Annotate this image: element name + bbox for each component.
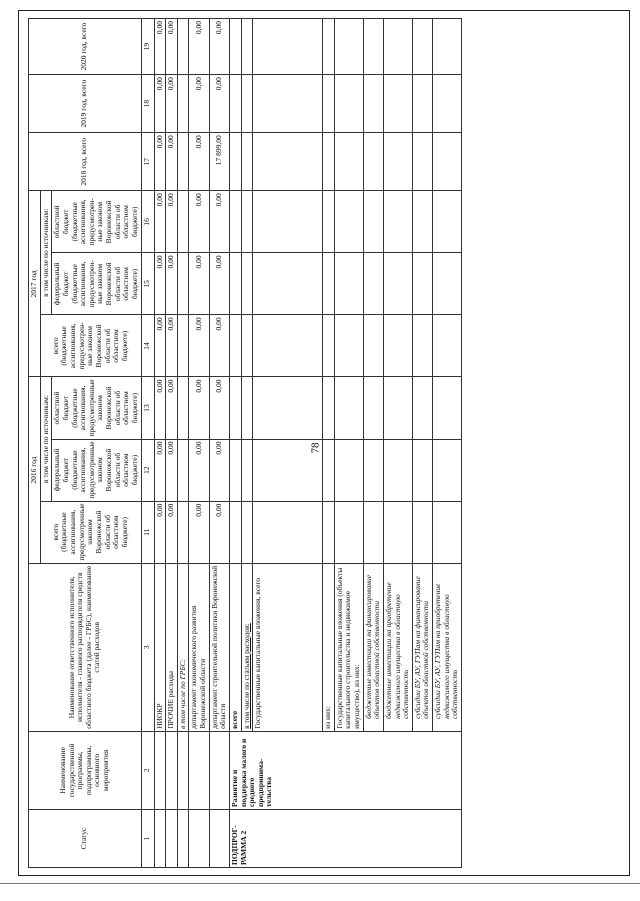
header-2017-regional: областной бюджет (бюджетные ассигнования, предусмотрен-ные законом Воронежской области об областном бюджете) — [52, 191, 141, 253]
value-cell: 0,00 — [189, 133, 209, 191]
value-cell: 0,00 — [166, 19, 178, 75]
value-cell: 0,00 — [154, 377, 166, 439]
row-label: из них: — [323, 563, 335, 731]
row-label: субсидии БУ, АУ, ГУПам на приобретение недвижимого имущества в областную собственность — [433, 563, 462, 731]
value-cell: 0,00 — [166, 253, 178, 315]
header-2016-federal: федеральный бюджет (бюджетные ассигнования, предусмотренные законом Воронежской области об областном бюджете) — [52, 439, 141, 501]
header-status: Статус — [29, 809, 142, 867]
row-label: бюджетные инвестиции на приобретение недвижимого имущества в областную собственность — [383, 563, 412, 731]
value-cell: 0,00 — [189, 19, 209, 75]
value-cell: 0,00 — [189, 315, 209, 377]
col-number: 16 — [141, 191, 154, 253]
value-cell: 0,00 — [189, 75, 209, 133]
row-label: всего — [229, 563, 241, 731]
col-number: 17 — [141, 133, 154, 191]
subprogram-status: ПОДПРОГ-РАММА 2 — [229, 809, 461, 867]
value-cell: 0,00 — [209, 75, 229, 133]
value-cell: 0,00 — [166, 315, 178, 377]
col-number: 19 — [141, 19, 154, 75]
header-2017-federal: федеральный бюджет (бюджетные ассигнования, предусмотрен-ные законом Воронежской области об областном бюджете) — [52, 253, 141, 315]
row-label: бюджетные инвестиции на финансирование объектов областной собственности — [363, 563, 383, 731]
budget-table — [28, 18, 462, 868]
header-executor: Наименование ответственного исполнителя, исполнителя - главного распорядителя средств областного бюджета (далее - ГРБС), наименование статей расходов — [29, 563, 142, 731]
table-row-grbs-heading — [177, 19, 189, 868]
value-cell: 0,00 — [209, 501, 229, 563]
row-label: в том числе по статьям расходов: — [241, 563, 253, 731]
value-cell: 0,00 — [154, 501, 166, 563]
value-cell: 0,00 — [154, 439, 166, 501]
row-label: субсидии БУ, АУ, ГУПам на финансирование объектов областной собственности — [412, 563, 432, 731]
table-row-niokr — [154, 19, 166, 868]
col-number: 3 — [141, 563, 154, 731]
value-cell: 0,00 — [166, 133, 178, 191]
header-2016-sources: в том числе по источникам: — [40, 377, 52, 501]
col-number: 18 — [141, 75, 154, 133]
row-label: департамент строительной политики Воронежской области — [209, 563, 229, 731]
value-cell: 0,00 — [189, 377, 209, 439]
col-number: 12 — [141, 439, 154, 501]
value-cell: 0,00 — [189, 191, 209, 253]
value-cell: 0,00 — [209, 253, 229, 315]
scan-edge-line — [0, 883, 640, 884]
header-2019: 2019 год, всего — [29, 75, 142, 133]
header-2017: 2017 год — [29, 191, 41, 377]
row-label: департамент экономического развития Воронежской области — [189, 563, 209, 731]
value-cell: 0,00 — [209, 377, 229, 439]
value-cell: 0,00 — [154, 75, 166, 133]
value-cell: 17 899,00 — [209, 133, 229, 191]
col-number: 2 — [141, 731, 154, 809]
column-numbers-row — [141, 19, 154, 868]
col-number: 15 — [141, 253, 154, 315]
value-cell: 0,00 — [154, 253, 166, 315]
row-label: Государственные капитальные вложения (объекты капитального строительства и недвижимое имущество), из них: — [334, 563, 363, 731]
header-2016: 2016 год — [29, 377, 41, 563]
value-cell: 0,00 — [166, 377, 178, 439]
table-row-dept-construction — [209, 19, 229, 868]
row-label: в том числе по ГРБС: — [177, 563, 189, 731]
value-cell: 0,00 — [166, 439, 178, 501]
value-cell: 0,00 — [154, 133, 166, 191]
table-row-dept-economic — [189, 19, 209, 868]
page-number: 78 — [309, 442, 322, 454]
header-2016-regional: областной бюджет (бюджетные ассигнования, предусмотренные законом Воронежской области об областном бюджете) — [52, 377, 141, 439]
header-2017-total: всего (бюджетные ассигнования, предусмотрен-ные законом Воронежской области об областном бюджете) — [40, 315, 141, 377]
value-cell: 0,00 — [154, 191, 166, 253]
table-row-other — [166, 19, 178, 868]
budget-table-rotated — [28, 18, 628, 868]
row-label: ПРОЧИЕ расходы — [166, 563, 178, 731]
row-label: НИОКР — [154, 563, 166, 731]
value-cell: 0,00 — [209, 439, 229, 501]
value-cell: 0,00 — [166, 501, 178, 563]
col-number: 11 — [141, 501, 154, 563]
col-number: 13 — [141, 377, 154, 439]
col-number: 1 — [141, 809, 154, 867]
header-2016-total: всего (бюджетные ассигнования, предусмотренные законом Воронежской области об областном бюджете) — [40, 501, 141, 563]
header-program: Наименование государственной программы, подпрограммы, основного мероприятия — [29, 731, 142, 809]
header-2018: 2018 год, всего — [29, 133, 142, 191]
value-cell: 0,00 — [189, 501, 209, 563]
table-row-subprogram-total — [229, 19, 241, 868]
value-cell: 0,00 — [189, 253, 209, 315]
header-2020: 2020 год, всего — [29, 19, 142, 75]
value-cell: 0,00 — [209, 315, 229, 377]
value-cell: 0,00 — [154, 19, 166, 75]
value-cell: 0,00 — [166, 75, 178, 133]
value-cell: 0,00 — [209, 191, 229, 253]
value-cell: 0,00 — [189, 439, 209, 501]
subprogram-name: Развитие и поддержка малого и среднего предпринима-тельства — [229, 731, 461, 809]
row-label: Государственные капитальные вложения, всего — [253, 563, 323, 731]
header-2017-sources: в том числе по источникам: — [40, 191, 52, 315]
value-cell: 0,00 — [209, 19, 229, 75]
value-cell: 0,00 — [166, 191, 178, 253]
value-cell: 0,00 — [154, 315, 166, 377]
col-number: 14 — [141, 315, 154, 377]
